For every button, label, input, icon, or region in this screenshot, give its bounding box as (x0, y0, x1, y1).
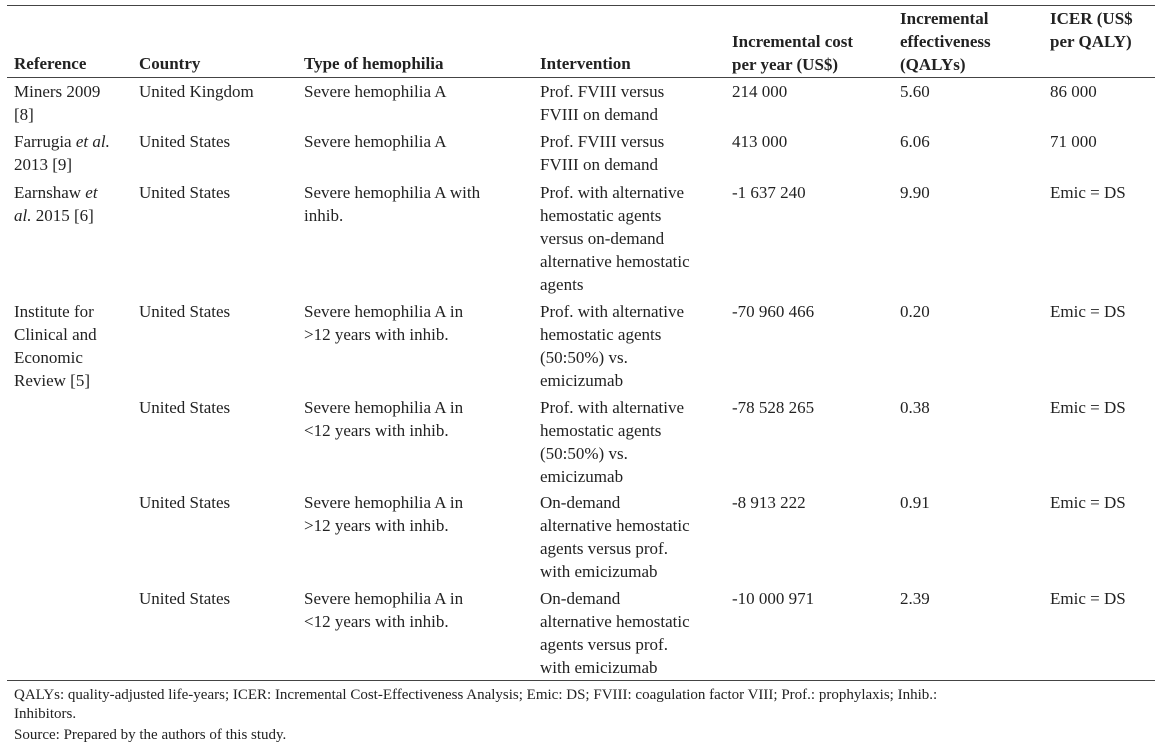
cell-icer: 86 000 (1050, 82, 1097, 101)
cell-icer: 71 000 (1050, 132, 1097, 151)
cell-icer: Emic = DS (1050, 302, 1126, 321)
table-footnote: QALYs: quality-adjusted life-years; ICER: Incremental Cost-Effectiveness Analysis; Emic: DS; FVIII: coagulation factor VIII; Prof.: prophylaxis; Inhib.: Inhibitors. (14, 687, 938, 722)
table-bottom-rule (7, 680, 1155, 681)
cell-effectiveness: 2.39 (900, 589, 930, 608)
cell-country: United States (139, 183, 231, 202)
cell-effectiveness: 0.91 (900, 493, 930, 512)
table-header-rule (7, 77, 1155, 78)
cell-icer: Emic = DS (1050, 398, 1126, 417)
cell-type: Severe hemophilia A with inhib. (304, 183, 481, 225)
cell-type: Severe hemophilia A in <12 years with inhib. (304, 589, 464, 631)
cell-intervention: On-demand alternative hemostatic agents versus prof. with emicizumab (540, 493, 690, 581)
cell-intervention: Prof. with alternative hemostatic agents (50:50%) vs. emicizumab (540, 398, 684, 486)
cell-effectiveness: 6.06 (900, 132, 930, 151)
cell-reference: Institute for Clinical and Economic Review [5] (14, 302, 97, 390)
cell-reference: Farrugia et al. 2013 [9] (14, 132, 110, 174)
cell-reference: Earnshaw et al. 2015 [6] (14, 183, 98, 225)
header-reference: Reference (14, 54, 87, 73)
cell-type: Severe hemophilia A (304, 82, 447, 101)
cell-cost: 214 000 (732, 82, 788, 101)
cell-intervention: Prof. FVIII versus FVIII on demand (540, 82, 665, 124)
header-type: Type of hemophilia (304, 54, 444, 73)
cell-type: Severe hemophilia A in >12 years with inhib. (304, 302, 464, 344)
cell-country: United States (139, 132, 231, 151)
cell-intervention: On-demand alternative hemostatic agents versus prof. with emicizumab (540, 589, 690, 677)
source-note: Source: Prepared by the authors of this study. (14, 727, 287, 743)
header-incremental-effectiveness: Incremental effectiveness (QALYs) (900, 9, 991, 74)
cell-icer: Emic = DS (1050, 183, 1126, 202)
cell-effectiveness: 0.20 (900, 302, 930, 321)
header-intervention: Intervention (540, 54, 631, 73)
cell-country: United Kingdom (139, 82, 254, 101)
cell-cost: -8 913 222 (732, 493, 806, 512)
cell-intervention: Prof. with alternative hemostatic agents versus on-demand alternative hemostatic agents (540, 183, 690, 294)
table-top-rule (7, 5, 1155, 6)
cell-intervention: Prof. FVIII versus FVIII on demand (540, 132, 665, 174)
cell-cost: -1 637 240 (732, 183, 806, 202)
cell-country: United States (139, 589, 231, 608)
header-icer: ICER (US$ per QALY) (1050, 9, 1133, 51)
cell-type: Severe hemophilia A (304, 132, 447, 151)
cell-country: United States (139, 302, 231, 321)
cell-type: Severe hemophilia A in >12 years with inhib. (304, 493, 464, 535)
cell-type: Severe hemophilia A in <12 years with inhib. (304, 398, 464, 440)
cell-intervention: Prof. with alternative hemostatic agents (50:50%) vs. emicizumab (540, 302, 684, 390)
cell-icer: Emic = DS (1050, 493, 1126, 512)
cell-reference: Miners 2009 [8] (14, 82, 101, 124)
cell-cost: -78 528 265 (732, 398, 815, 417)
cell-cost: -10 000 971 (732, 589, 815, 608)
cell-country: United States (139, 493, 231, 512)
cell-icer: Emic = DS (1050, 589, 1126, 608)
cell-country: United States (139, 398, 231, 417)
cell-effectiveness: 0.38 (900, 398, 930, 417)
cell-effectiveness: 5.60 (900, 82, 930, 101)
header-country: Country (139, 54, 201, 73)
cell-effectiveness: 9.90 (900, 183, 930, 202)
header-incremental-cost: Incremental cost per year (US$) (732, 32, 854, 74)
cell-cost: 413 000 (732, 132, 788, 151)
cell-cost: -70 960 466 (732, 302, 815, 321)
